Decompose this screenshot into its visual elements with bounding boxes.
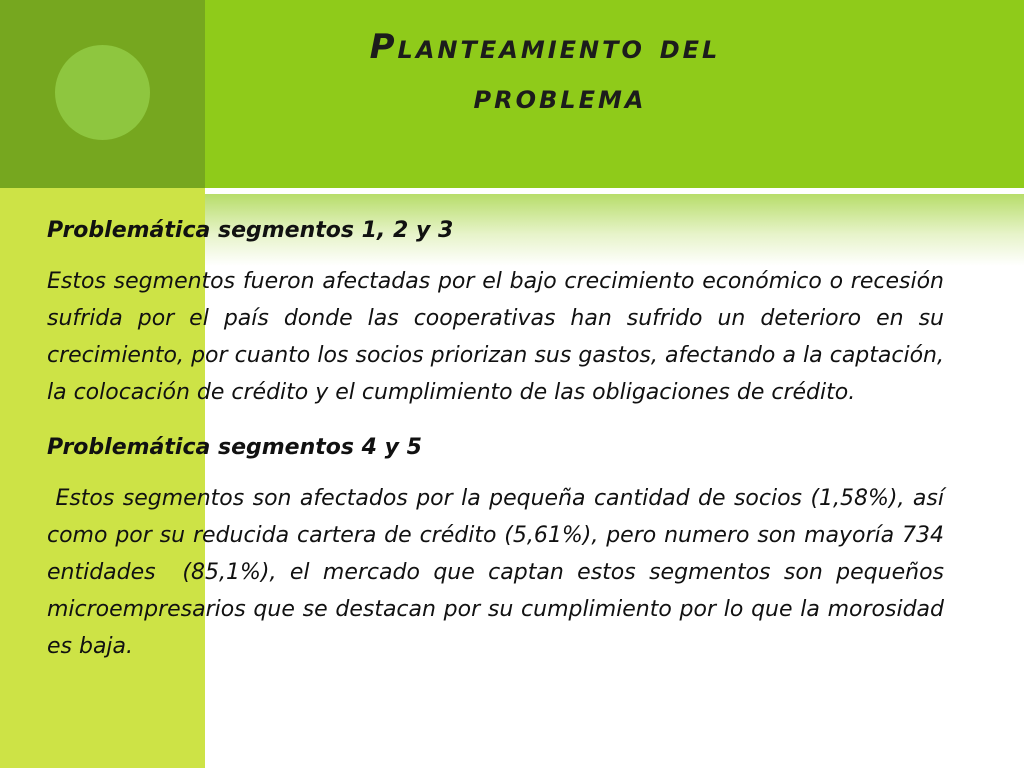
- section-heading-2: Problemática segmentos 4 y 5: [47, 435, 422, 460]
- decorative-circle: [55, 45, 150, 140]
- title-line-1: Planteamiento del: [369, 27, 721, 67]
- slide-title: [205, 22, 885, 122]
- section-body-1: Estos segmentos fueron afectadas por el bajo crecimiento económico o recesión sufrida por el país donde las cooperativas han sufrido un deterioro en su crecimiento, por cuanto los socios priorizan sus gastos, afectando a la captación, la colocación de crédito y el cumplimiento de las obligaciones de crédito.: [47, 269, 944, 405]
- slide-content: [47, 212, 951, 683]
- section-heading-1: Problemática segmentos 1, 2 y 3: [47, 218, 454, 243]
- section-body-2: Estos segmentos son afectados por la pequeña cantidad de socios (1,58%), así como por su reducida cartera de crédito (5,61%), pero numero son mayoría 734 entidades (85,1%), el mercado que captan estos segmentos son pequeños microempresarios que se destacan por su cumplimiento por lo que la morosidad es baja.: [47, 486, 951, 659]
- title-line-2: problema: [473, 77, 647, 117]
